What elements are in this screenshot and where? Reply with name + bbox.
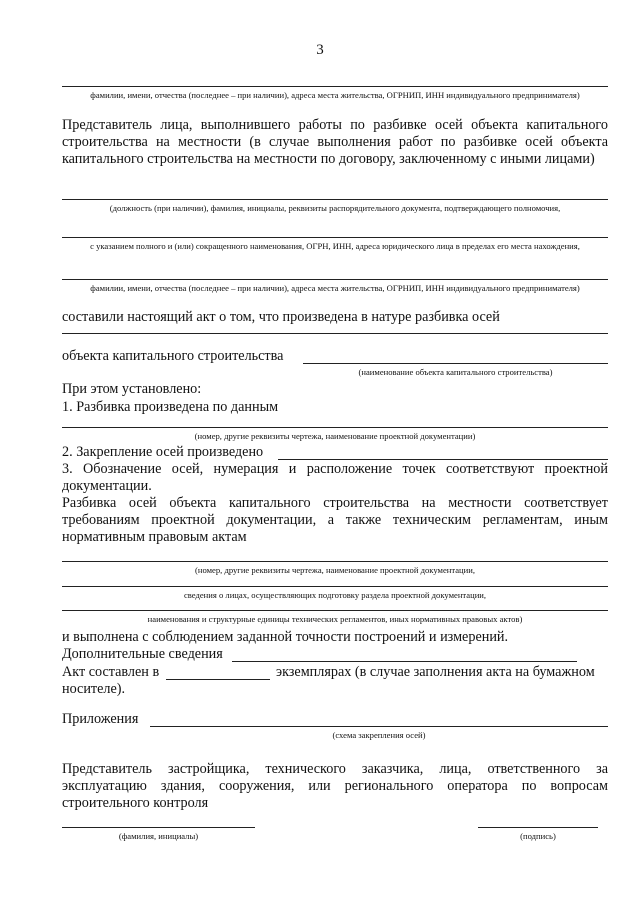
caption-signature: (подпись) [520,831,556,841]
signature-line[interactable] [478,827,598,828]
fixing-line[interactable] [278,459,608,460]
caption-org: с указанием полного и (или) сокращенного наименования, ОГРН, ИНН, адреса юридического лица в пределах его места нахождения, [90,241,580,251]
additional-line[interactable] [232,661,577,662]
object-name-line[interactable] [303,363,608,364]
caption-scheme: (схема закрепления осей) [332,730,426,740]
appendix-line[interactable] [150,726,608,727]
item-1-text: 1. Разбивка произведена по данным [62,399,279,415]
additional-label: Дополнительные сведения [62,646,223,662]
caption-fio-initials: (фамилия, инициалы) [118,831,199,841]
org-line[interactable] [62,237,608,238]
act-carrier: носителе). [62,681,126,697]
drawing-line-2[interactable] [62,561,608,562]
item-3-text: 3. Обозначение осей, нумерация и расположение точек соответствуют проектной документации. [62,461,608,494]
fio-line-2[interactable] [62,279,608,280]
caption-drawing-2: (номер, другие реквизиты чертежа, наименование проектной документации, [195,565,475,575]
caption-drawing-1: (номер, другие реквизиты чертежа, наименование проектной документации) [194,431,476,441]
persons-line[interactable] [62,586,608,587]
regulations-line[interactable] [62,610,608,611]
act-made-text: составили настоящий акт о том, что произведена в натуре разбивка осей [62,309,500,325]
fio-initials-line[interactable] [62,827,255,828]
drawing-line-1[interactable] [62,427,608,428]
representative-developer-text: Представитель застройщика, технического заказчика, лица, ответственного за эксплуатацию здания, сооружения, или регионального оператора по вопросам строительного контроля [62,761,608,811]
item-2-text: 2. Закрепление осей произведено [62,444,264,460]
established-text: При этом установлено: [62,381,202,397]
object-label: объекта капитального строительства [62,348,284,364]
caption-position: (должность (при наличии), фамилия, инициалы, реквизиты распорядительного документа, подтверждающего полномочия, [109,203,561,213]
act-suffix: экземплярах (в случае заполнения акта на бумажном [276,664,595,680]
representative-executor-text: Представитель лица, выполнившего работы по разбивке осей объекта капитального строительства на местности (в случае выполнения работ по разбивке осей объекта капитального строительства на местности по договору, заключенному с иными лицами) [62,117,608,167]
act-made-line[interactable] [62,333,608,334]
copies-line[interactable] [166,679,270,680]
caption-fio-2: фамилии, имени, отчества (последнее – при наличии), адреса места жительства, ОГРНИП, ИНН индивидуального предпринимателя) [90,283,580,293]
act-prefix: Акт составлен в [62,664,160,680]
appendix-label: Приложения [62,711,139,727]
position-line[interactable] [62,199,608,200]
conformity-text: Разбивка осей объекта капитального строительства на местности соответствует требованиям проектной документации, а также техническим регламентам, иным нормативным правовым актам [62,495,608,545]
accuracy-text: и выполнена с соблюдением заданной точности построений и измерений. [62,629,509,645]
caption-fio-1: фамилии, имени, отчества (последнее – при наличии), адреса места жительства, ОГРНИП, ИНН индивидуального предпринимателя) [90,90,580,100]
caption-object-name: (наименование объекта капитального строительства) [358,367,553,377]
fio-line-1[interactable] [62,86,608,87]
page-number: 3 [316,42,324,58]
caption-regulations: наименования и структурные единицы технических регламентов, иных нормативных правовых актов) [147,614,523,624]
caption-persons: сведения о лицах, осуществляющих подготовку раздела проектной документации, [183,590,487,600]
